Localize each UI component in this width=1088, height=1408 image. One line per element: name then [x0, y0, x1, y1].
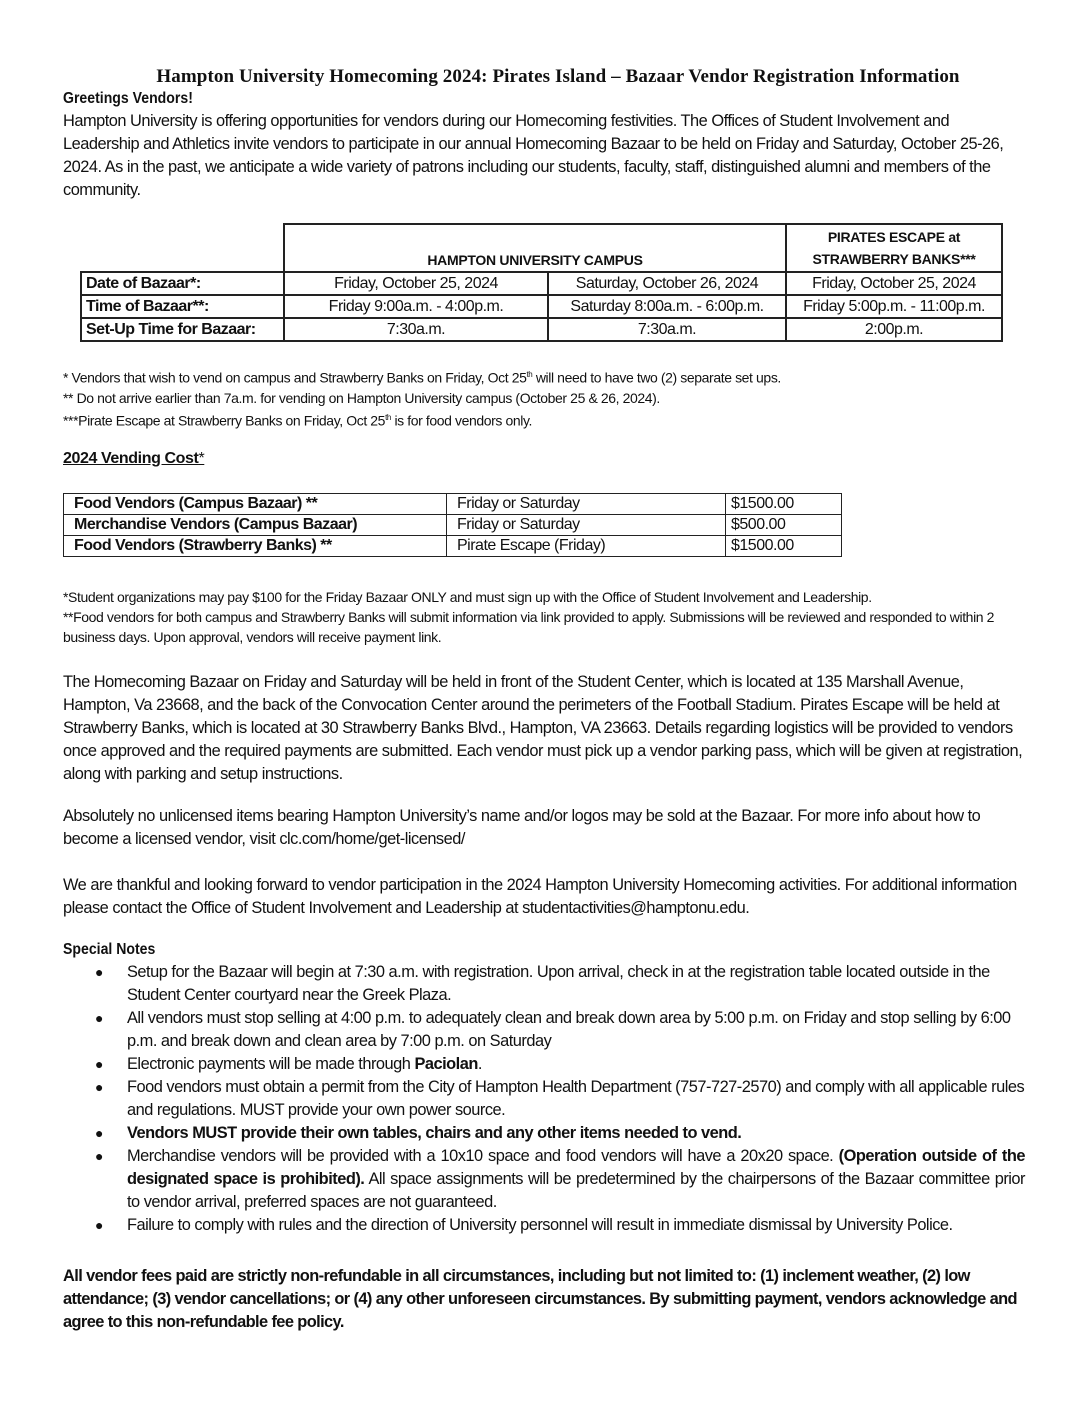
cost-row	[64, 515, 842, 536]
special-notes-section	[63, 939, 1025, 1237]
cost-price: $500.00	[726, 515, 842, 536]
schedule-footnote-2: ** Do not arrive earlier than 7a.m. for vending on Hampton University campus (October 25 & 26, 2024).	[63, 389, 660, 406]
special-note-item	[95, 1053, 1025, 1076]
note-text: .	[477, 1055, 482, 1073]
bullet-icon: ●	[95, 964, 103, 980]
footnote-superscript: th	[385, 412, 391, 422]
cost-day: Friday or Saturday	[447, 515, 726, 536]
bullet-icon: ●	[95, 1056, 103, 1072]
schedule-cell: 7:30a.m.	[284, 318, 548, 341]
special-note-item	[95, 1076, 1025, 1122]
note-text: Electronic payments will be made through	[127, 1055, 415, 1073]
contact-paragraph: We are thankful and looking forward to vendor participation in the 2024 Hampton University Homecoming activities. For additional information please contact the Office of Student Involvement and Leadership at studentactivities@hamptonu.edu.	[63, 876, 1017, 917]
document-title: Hampton University Homecoming 2024: Pirates Island – Bazaar Vendor Registration Information	[156, 66, 960, 87]
schedule-row	[81, 318, 1002, 341]
cost-vendor-type: Merchandise Vendors (Campus Bazaar)	[64, 515, 447, 536]
note-text: Merchandise vendors will be provided with a 10x10 space and food vendors will have a 20x20 space.	[127, 1147, 839, 1165]
schedule-header-pirates	[786, 224, 1002, 272]
schedule-row	[81, 272, 1002, 295]
schedule-row-label: Time of Bazaar**:	[81, 295, 284, 318]
bullet-icon: ●	[95, 1125, 103, 1141]
special-notes-heading: Special Notes	[63, 941, 156, 958]
schedule-footnote-1	[63, 365, 1025, 388]
schedule-footnotes	[63, 365, 1025, 430]
schedule-cell: 2:00p.m.	[786, 318, 1002, 341]
schedule-cell: Friday, October 25, 2024	[284, 272, 548, 295]
schedule-header-pirates-line1: PIRATES ESCAPE at	[827, 229, 961, 245]
note-bold-text: (Operation outside of the designated space is prohibited).	[127, 1147, 1025, 1188]
cost-vendor-type: Food Vendors (Campus Bazaar) **	[64, 494, 447, 515]
note-text: All space assignments will be predetermined by the chairpersons of the Bazaar committee prior to vendor arrival, preferred spaces are not guaranteed.	[127, 1170, 1025, 1211]
note-bold-text: Paciolan	[414, 1055, 478, 1073]
intro-paragraph: Hampton University is offering opportunities for vendors during our Homecoming festivities. The Offices of Student Involvement and Leadership and Athletics invite vendors to participate in our annual Homecoming Bazaar to be held on Friday and Saturday, October 25-26, 2024. As in the past, we anticipate a wide variety of patrons including our students, faculty, staff, distinguished alumni and members of the community.	[63, 112, 1004, 199]
cost-price: $1500.00	[726, 536, 842, 557]
cost-vendor-type: Food Vendors (Strawberry Banks) **	[64, 536, 447, 557]
cost-row	[64, 536, 842, 557]
schedule-cell: Friday 5:00p.m. - 11:00p.m.	[786, 295, 1002, 318]
location-paragraph: The Homecoming Bazaar on Friday and Saturday will be held in front of the Student Center, which is located at 135 Marshall Avenue, Hampton, Va 23668, and the back of the Convocation Center around the perimeters of the Football Stadium. Pirates Escape will be held at Strawberry Banks, which is located at 30 Strawberry Banks Blvd., Hampton, VA 23663. Details regarding logistics will be provided to vendors once approved and the required payments are submitted. Each vendor must pick up a vendor parking pass, which will be given at registration, along with parking and setup instructions.	[63, 673, 1023, 783]
note-text: All vendors must stop selling at 4:00 p.m. to adequately clean and break down area by 5:00 p.m. on Friday and stop selling by 6:00 p.m. and break down and clean area by 7:00 p.m. on Saturday	[127, 1009, 1011, 1050]
schedule-cell: Friday 9:00a.m. - 4:00p.m.	[284, 295, 548, 318]
cost-day: Pirate Escape (Friday)	[447, 536, 726, 557]
schedule-cell: Saturday, October 26, 2024	[548, 272, 786, 295]
cost-footnote-1: *Student organizations may pay $100 for the Friday Bazaar ONLY and must sign up with the Office of Student Involvement and Leadership.	[63, 589, 872, 605]
footnote-superscript: th	[526, 370, 533, 379]
special-note-item	[95, 1145, 1025, 1214]
special-note-item	[95, 1007, 1025, 1053]
greeting-heading: Greetings Vendors!	[63, 90, 193, 107]
schedule-row-label: Date of Bazaar*:	[81, 272, 284, 295]
vending-cost-heading-text: 2024 Vending Cost	[63, 450, 199, 467]
note-text: Food vendors must obtain a permit from the City of Hampton Health Department (757-727-2570) and comply with all applicable rules and regulations. MUST provide your own power source.	[127, 1078, 1025, 1119]
schedule-header-blank	[81, 224, 284, 272]
footnote-text: is for food vendors only.	[390, 412, 533, 429]
special-notes-list	[63, 961, 1025, 1237]
cost-price: $1500.00	[726, 494, 842, 515]
cost-footnotes	[63, 587, 1025, 647]
cost-day: Friday or Saturday	[447, 494, 726, 515]
document-page	[63, 66, 1025, 1331]
footnote-text: ***Pirate Escape at Strawberry Banks on Friday, Oct 25	[63, 412, 386, 429]
bullet-icon: ●	[95, 1079, 103, 1095]
schedule-cell: Friday, October 25, 2024	[786, 272, 1002, 295]
schedule-header-row	[81, 224, 1002, 272]
vending-cost-heading-star: *	[198, 450, 205, 467]
schedule-header-campus: HAMPTON UNIVERSITY CAMPUS	[284, 224, 786, 272]
special-note-item	[95, 1122, 1025, 1145]
bullet-icon: ●	[95, 1010, 103, 1026]
bullet-icon: ●	[95, 1217, 103, 1233]
footnote-text: will need to have two (2) separate set ups.	[532, 369, 781, 386]
refund-policy-paragraph: All vendor fees paid are strictly non-refundable in all circumstances, including but not limited to: (1) inclement weather, (2) low attendance; (3) vendor cancellations; or (4) any other unforeseen circumstances. By submitting payment, vendors acknowledge and agree to this non-refundable fee policy.	[63, 1267, 1017, 1331]
special-note-item	[95, 961, 1025, 1007]
note-bold-text: Vendors MUST provide their own tables, chairs and any other items needed to vend.	[127, 1124, 742, 1142]
schedule-header-pirates-line2: STRAWBERRY BANKS***	[812, 251, 976, 267]
note-text: Setup for the Bazaar will begin at 7:30 a.m. with registration. Upon arrival, check in at the registration table located outside in the Student Center courtyard near the Greek Plaza.	[127, 963, 990, 1004]
bullet-icon: ●	[95, 1148, 103, 1164]
cost-row	[64, 494, 842, 515]
schedule-cell: 7:30a.m.	[548, 318, 786, 341]
schedule-table	[80, 223, 1003, 342]
vending-cost-heading	[63, 450, 204, 468]
cost-footnote-2: **Food vendors for both campus and Strawberry Banks will submit information via link provided to apply. Submissions will be reviewed and responded to within 2 business days. Upon approval, vendors will receive payment link.	[63, 609, 995, 645]
schedule-cell: Saturday 8:00a.m. - 6:00p.m.	[548, 295, 786, 318]
footnote-text: * Vendors that wish to vend on campus and Strawberry Banks on Friday, Oct 25	[63, 369, 527, 386]
licensing-paragraph: Absolutely no unlicensed items bearing Hampton University’s name and/or logos may be sold at the Bazaar. For more info about how to become a licensed vendor, visit clc.com/home/get-licensed/	[63, 807, 981, 848]
schedule-row	[81, 295, 1002, 318]
note-text: Failure to comply with rules and the direction of University personnel will result in immediate dismissal by University Police.	[127, 1216, 953, 1234]
vending-cost-table	[63, 493, 842, 557]
special-note-item	[95, 1214, 1025, 1237]
schedule-row-label: Set-Up Time for Bazaar:	[81, 318, 284, 341]
schedule-footnote-3	[63, 408, 1025, 431]
